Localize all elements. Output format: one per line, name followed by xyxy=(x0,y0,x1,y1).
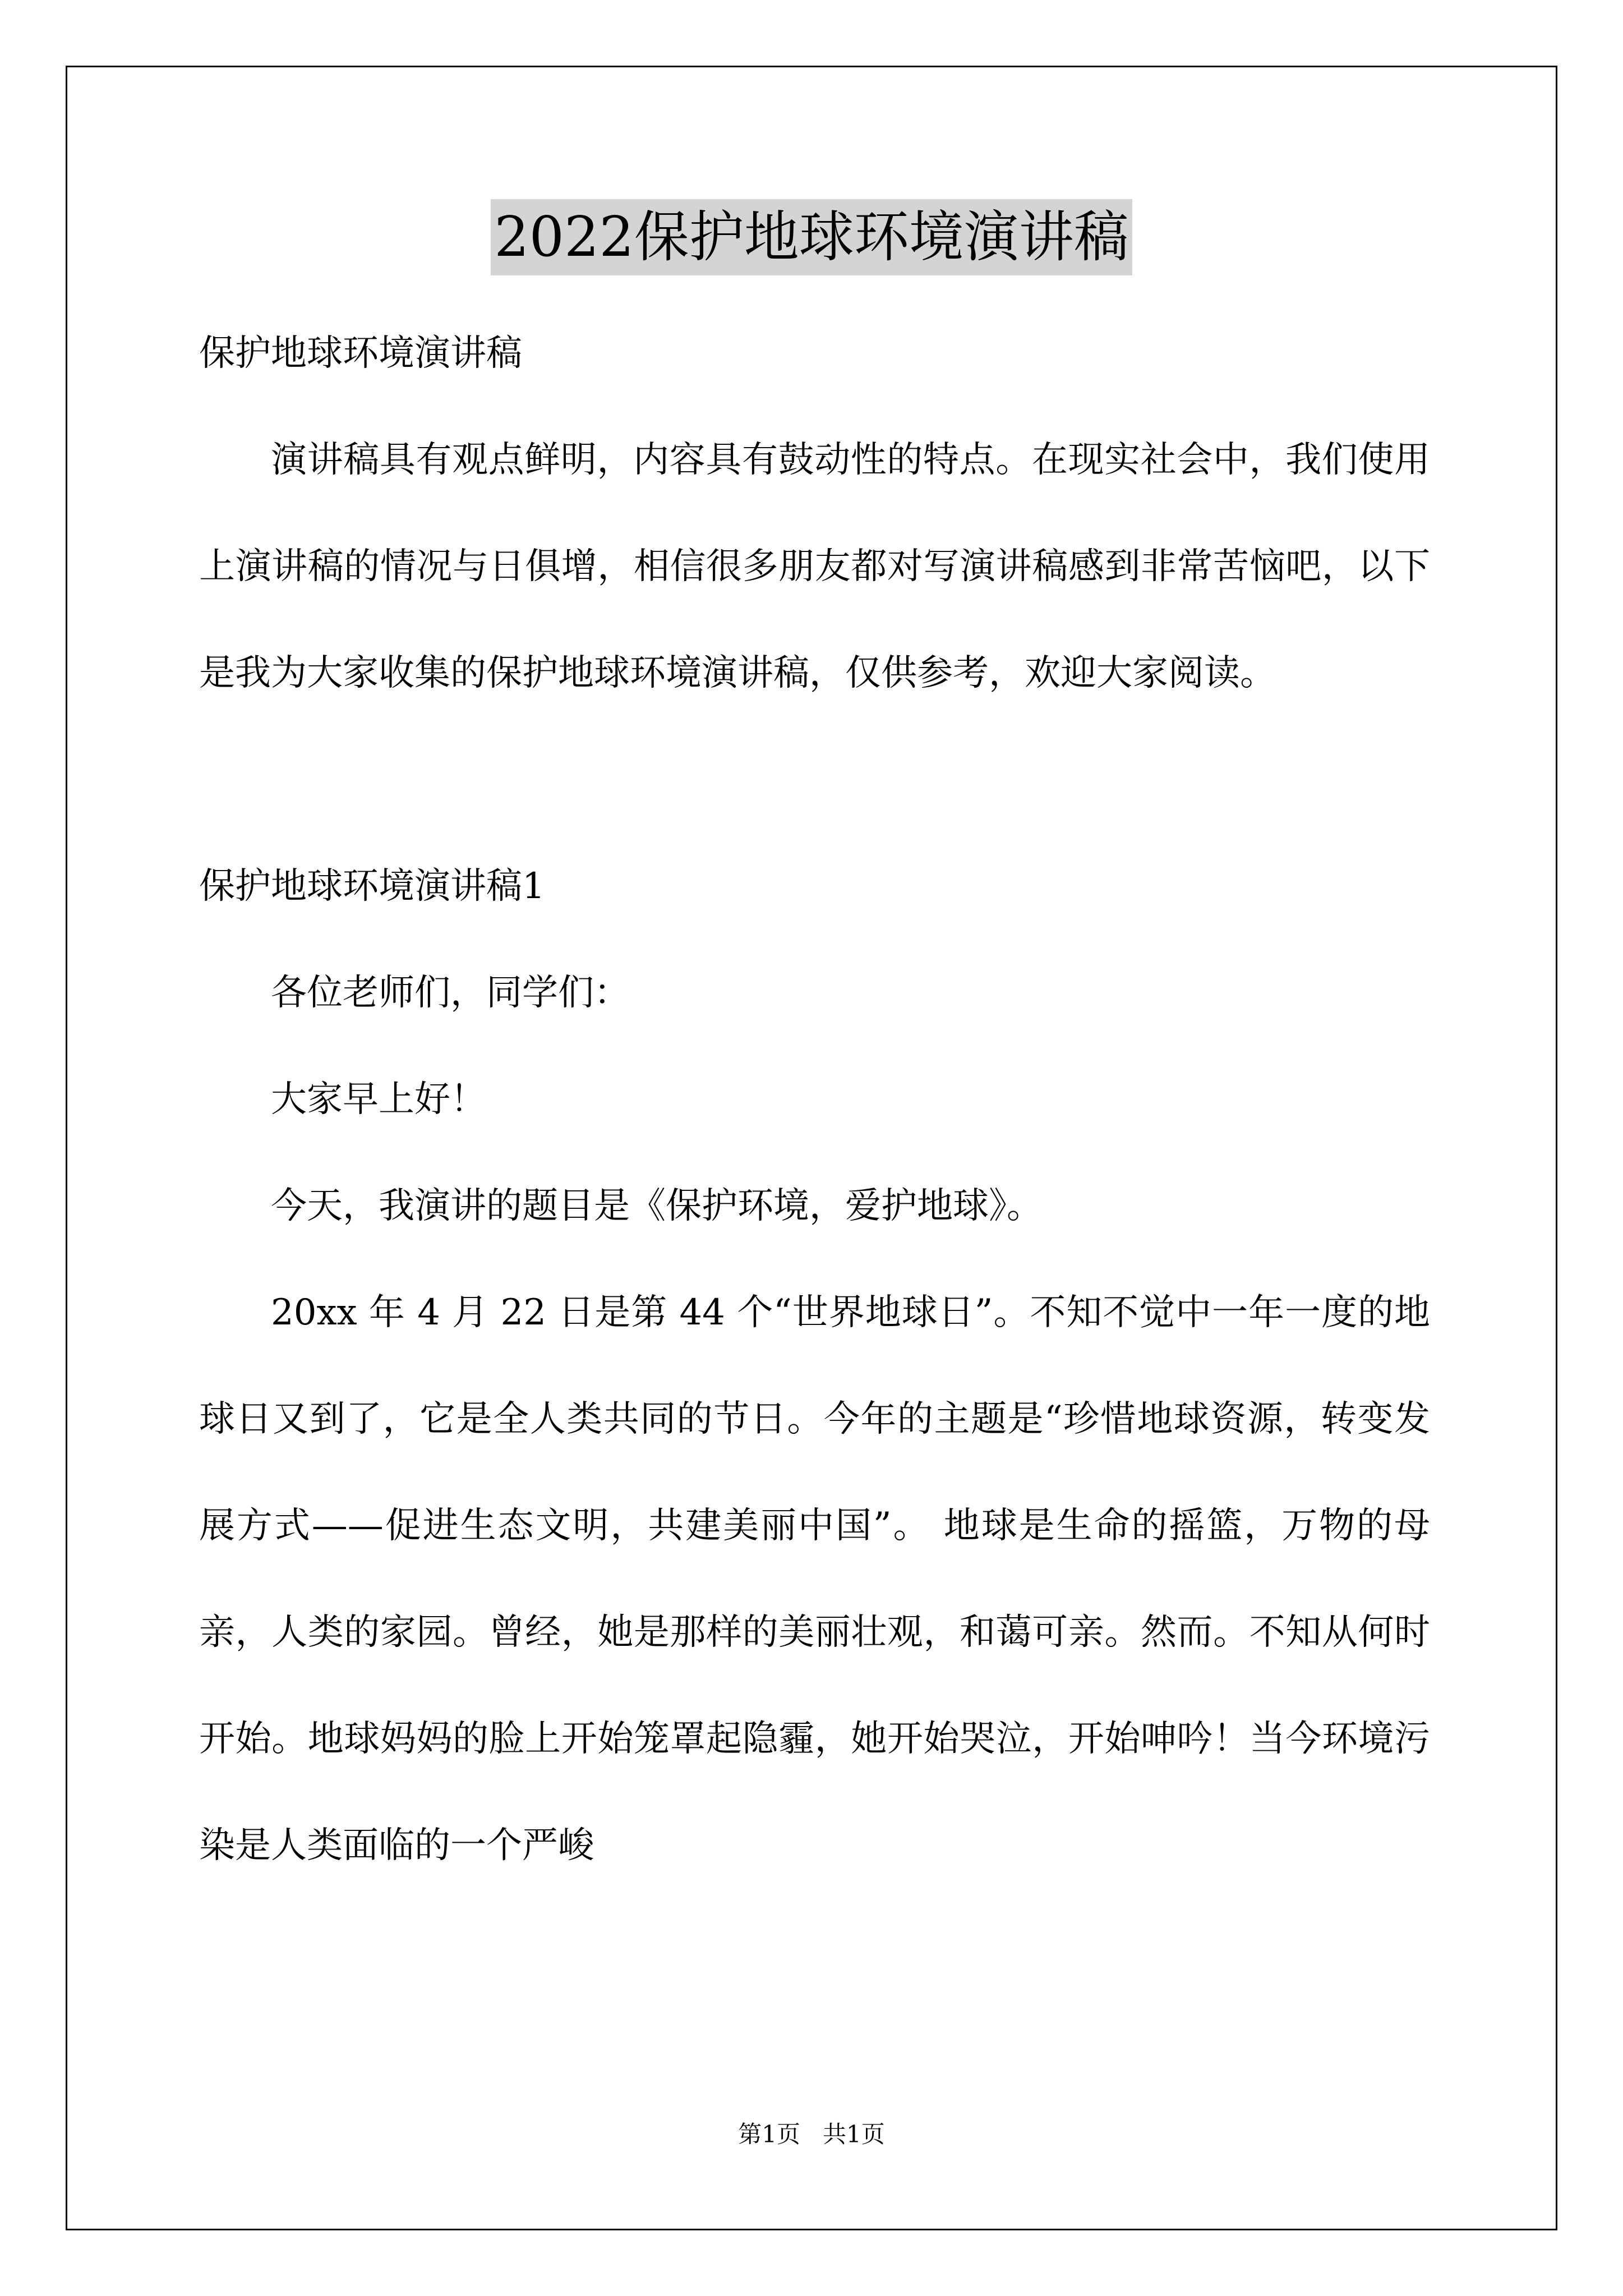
title-container xyxy=(0,199,1623,275)
topic-paragraph: 今天，我演讲的题目是《保护环境，爱护地球》。 xyxy=(271,1185,1043,1227)
section-heading: 保护地球环境演讲稿1 xyxy=(199,866,545,907)
document-title: 2022保护地球环境演讲稿 xyxy=(491,199,1132,275)
subtitle: 保护地球环境演讲稿 xyxy=(199,333,522,374)
greeting-paragraph: 各位老师们，同学们： xyxy=(271,972,630,1014)
page-footer: 第1页 共1页 xyxy=(738,2120,885,2148)
morning-paragraph: 大家早上好！ xyxy=(271,1079,486,1120)
body-paragraph: 20xx 年 4 月 22 日是第 44 个“世界地球日”。不知不觉中一年一度的地球日又到了，它是全人类共同的节日。今年的主题是“珍惜地球资源，转变发展方式——促进生态文明，共建美丽中国”。 地球是生命的摇篮，万物的母亲，人类的家园。曾经，她是那样的美丽壮观，和蔼可亲。然而。不知从何时开始。地球妈妈的脸上开始笼罩起隐霾，她开始哭泣，开始呻吟！当今环境污染是人类面临的一个严峻 xyxy=(199,1292,1430,1866)
document-body xyxy=(199,300,1430,1899)
intro-paragraph: 演讲稿具有观点鲜明，内容具有鼓动性的特点。在现实社会中，我们使用上演讲稿的情况与日俱增，相信很多朋友都对写演讲稿感到非常苦恼吧，以下是我为大家收集的保护地球环境演讲稿，仅供参考，欢迎大家阅读。 xyxy=(199,439,1430,694)
